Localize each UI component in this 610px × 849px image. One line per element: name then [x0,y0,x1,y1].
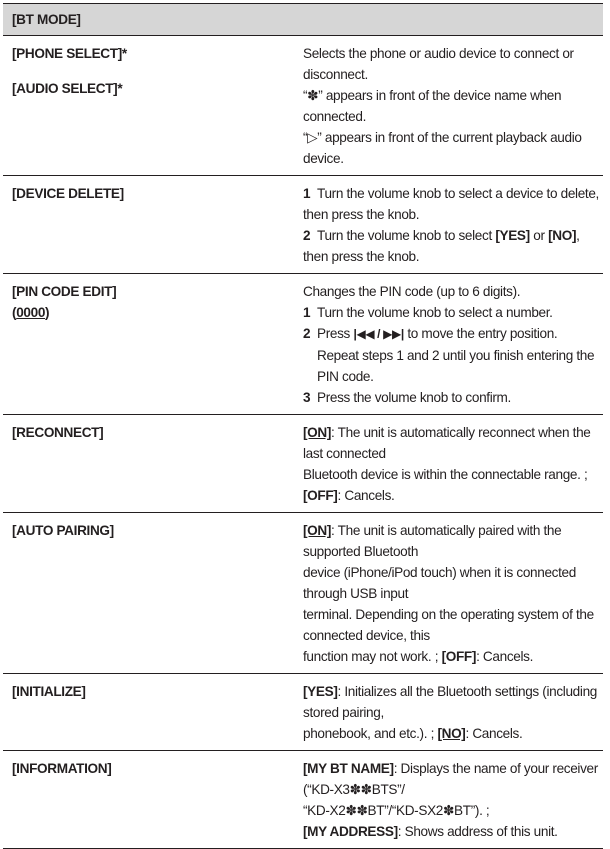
description-line [303,422,599,464]
step-text: Turn the volume knob to select [317,228,496,243]
description-text: Bluetooth device is within the connectable range. ; [303,467,588,482]
description-line: Changes the PIN code (up to 6 digits). [303,284,521,299]
option-no: [NO] [437,726,466,741]
setting-description-cell [303,176,603,274]
setting-description-cell [303,751,603,849]
option-my-bt-name: [MY BT NAME] [303,761,394,776]
description-line [303,758,599,800]
step-number: 3 [303,390,311,405]
setting-description-cell [303,274,603,415]
table-title: [BT MODE] [3,4,603,36]
bt-mode-settings-table [3,3,603,849]
step-line [303,302,599,323]
default-pin-value: 0000 [16,305,46,320]
setting-name-audio-select: [AUDIO SELECT]* [12,81,123,96]
description-line: Selects the phone or audio device to connect or disconnect. [303,46,574,82]
step-text: Turn the volume knob to select a device to delete, then press the knob. [303,186,599,222]
step-text: or [529,228,549,243]
setting-name-reconnect: [RECONNECT] [3,415,303,513]
description-line: “KD-X2✽✽BT”/“KD-SX2✽BT”). ; [303,803,490,818]
table-row-pin-code-edit [3,274,603,415]
table-row-phone-select [3,36,603,176]
description-line: device (iPhone/iPod touch) when it is connected through USB input [303,565,576,601]
description-text: : The unit is automatically paired with the supported Bluetooth [303,523,562,559]
step-line [303,225,599,267]
skip-keys-icon: |◀◀ / ▶▶| [353,327,404,341]
setting-name-initialize: [INITIALIZE] [3,674,303,751]
description-text: : Cancels. [337,488,395,503]
step-line [303,183,599,225]
paren-open: ( [12,305,17,320]
description-text: phonebook, and etc.). ; [303,726,438,741]
option-yes: [YES] [303,684,338,699]
default-value [12,302,303,323]
option-yes: [YES] [495,228,530,243]
setting-name-device-delete: [DEVICE DELETE] [3,176,303,274]
description-line: “▷” appears in front of the current playback audio device. [303,130,582,166]
step-number: 2 [303,228,311,243]
option-off: [OFF] [303,488,338,503]
step-number: 2 [303,326,311,341]
option-my-address: [MY ADDRESS] [303,824,398,839]
setting-name-pin-code-edit: [PIN CODE EDIT] [12,284,117,299]
step-text: Press [317,326,354,341]
description-text: : Displays the name of your receiver (“KD-X3✽✽BTS”/ [303,761,598,797]
description-line: “✽” appears in front of the device name when connected. [303,88,562,124]
option-on: [ON] [303,425,332,440]
table-row-device-delete [3,176,603,274]
step-continuation: Repeat steps 1 and 2 until you finish entering the PIN code. [317,348,595,384]
step-text: , then press the knob. [303,228,580,264]
description-line [303,821,599,842]
description-line [303,464,599,506]
step-text: to move the entry position. [403,326,558,341]
step-text: Press the volume knob to confirm. [317,390,511,405]
description-text: : Initializes all the Bluetooth settings (including stored pairing, [303,684,597,720]
description-line: terminal. Depending on the operating system of the connected device, this [303,607,594,643]
description-text: : Cancels. [465,726,523,741]
table-row-auto-pairing [3,513,603,674]
step-text: Turn the volume knob to select a number. [317,305,553,320]
setting-description-cell [303,36,603,176]
description-text: function may not work. ; [303,649,442,664]
setting-description-cell [303,674,603,751]
setting-name-phone-select: [PHONE SELECT]* [12,46,127,61]
step-line [303,387,599,408]
description-line [303,646,599,667]
setting-name-cell [3,36,303,176]
option-on: [ON] [303,523,332,538]
setting-name-auto-pairing: [AUTO PAIRING] [3,513,303,674]
paren-close: ) [45,305,50,320]
table-header-row [3,4,603,36]
table-row-initialize [3,674,603,751]
description-line [303,520,599,562]
description-text: : Cancels. [476,649,534,664]
description-text: : Shows address of this unit. [397,824,558,839]
setting-name-information: [INFORMATION] [3,751,303,849]
step-number: 1 [303,186,311,201]
description-text: : The unit is automatically reconnect when the last connected [303,425,591,461]
description-line [303,723,599,744]
step-line [303,323,599,345]
step-number: 1 [303,305,311,320]
setting-description-cell [303,415,603,513]
option-no: [NO] [548,228,577,243]
table-row-information [3,751,603,849]
table-row-reconnect [3,415,603,513]
option-off: [OFF] [441,649,477,664]
description-line [303,681,599,723]
setting-name-cell [3,274,303,415]
setting-description-cell [303,513,603,674]
